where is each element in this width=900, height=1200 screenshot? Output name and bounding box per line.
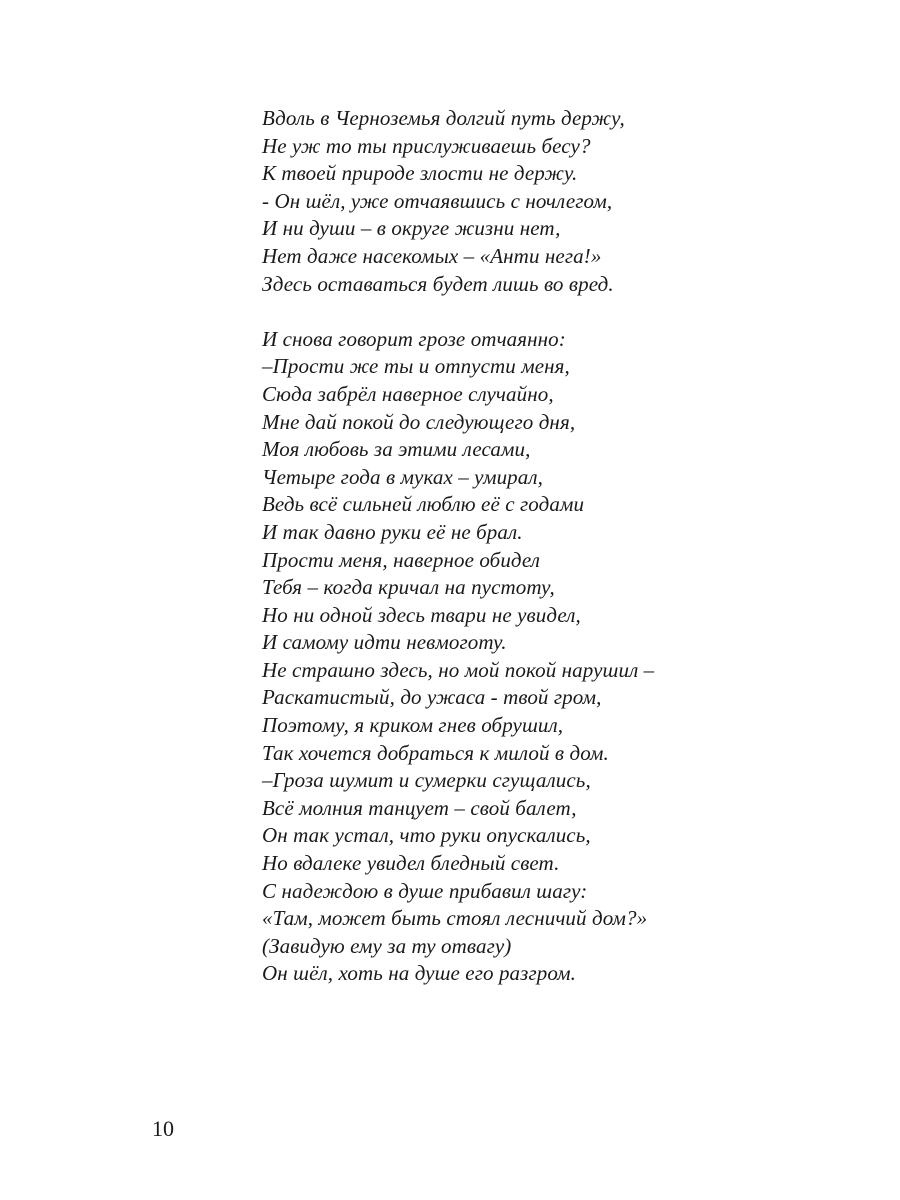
poem-line: Так хочется добраться к милой в дом. [262, 740, 609, 765]
poem-line: Нет даже насекомых – «Анти нега!» [262, 243, 602, 268]
poem-line: Поэтому, я криком гнев обрушил, [262, 713, 564, 738]
poem-line: Четыре года в муках – умирал, [262, 464, 543, 489]
poem-line: К твоей природе злости не держу. [262, 161, 578, 186]
poem-line: - Он шёл, уже отчаявшись с ночлегом, [262, 188, 613, 213]
poem-line: –Прости же ты и отпусти меня, [262, 354, 570, 379]
poem-line: Не уж то ты прислуживаешь бесу? [262, 133, 591, 158]
poem-line: Вдоль в Черноземья долгий путь держу, [262, 106, 625, 130]
poem-line: Сюда забрёл наверное случайно, [262, 381, 554, 406]
poem-line: Он так устал, что руки опускались, [262, 823, 591, 848]
poem-line: И снова говорит грозе отчаянно: [262, 326, 566, 351]
poem-line: И так давно руки её не брал. [262, 519, 523, 544]
poem-line: Но вдалеке увидел бледный свет. [262, 851, 560, 876]
poem-line: И ни души – в округе жизни нет, [262, 216, 561, 241]
poem-body [262, 105, 862, 988]
poem-line: С надеждою в душе прибавил шагу: [262, 878, 588, 903]
poem-line: И самому идти невмоготу. [262, 630, 507, 655]
poem-line: (Завидую ему за ту отвагу) [262, 933, 512, 958]
poem-line: «Там, может быть стоял лесничий дом?» [262, 906, 648, 931]
stanza-1 [262, 105, 862, 298]
poem-line: Ведь всё сильней люблю её с годами [262, 492, 585, 517]
poem-line: Моя любовь за этими лесами, [262, 437, 531, 462]
poem-line: Всё молния танцует – свой балет, [262, 795, 577, 820]
poem-line: Тебя – когда кричал на пустоту, [262, 575, 555, 600]
poem-line: –Гроза шумит и сумерки сгущались, [262, 768, 591, 793]
page-number: 10 [152, 1116, 174, 1141]
poem-line: Здесь оставаться будет лишь во вред. [262, 271, 614, 296]
poem-line: Но ни одной здесь твари не увидел, [262, 602, 581, 627]
poem-line: Он шёл, хоть на душе его разгром. [262, 961, 576, 986]
poem-line: Раскатистый, до ужаса - твой гром, [262, 685, 602, 710]
stanza-2 [262, 326, 862, 988]
poem-line: Мне дай покой до следующего дня, [262, 409, 576, 434]
poem-line: Не страшно здесь, но мой покой нарушил – [262, 657, 655, 682]
poem-line: Прости меня, наверное обидел [262, 547, 541, 572]
